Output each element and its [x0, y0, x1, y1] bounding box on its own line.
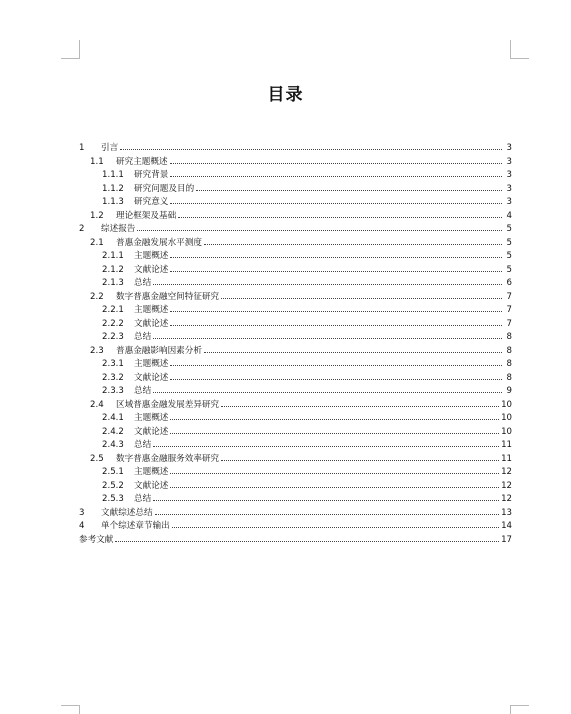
toc-entry-title: 研究主题概述 — [116, 156, 168, 167]
toc-entry-title: 总结 — [134, 278, 152, 288]
toc-entry-page-number: 10 — [501, 413, 512, 423]
toc-entry-number: 2.2.1 — [102, 305, 124, 315]
toc-dot-leader — [170, 162, 502, 164]
toc-title: 目录 — [267, 85, 304, 105]
toc-entry-number: 1.1 — [90, 156, 104, 167]
toc-entry-page-number: 3 — [506, 183, 512, 194]
toc-entry-page-number: 14 — [501, 521, 512, 531]
toc-dot-leader — [178, 216, 502, 218]
toc-entry[interactable] — [79, 304, 512, 318]
toc-entry-number: 2.3.3 — [102, 386, 124, 396]
toc-entry-page-number: 6 — [506, 278, 512, 288]
toc-entry-number: 2.1.2 — [102, 264, 124, 275]
crop-mark-top-left — [61, 40, 80, 59]
toc-entry-page-number: 3 — [506, 156, 512, 167]
toc-entry-page-number: 13 — [501, 507, 512, 518]
toc-entry-number: 2.3 — [90, 345, 104, 356]
toc-dot-leader — [170, 486, 499, 488]
toc-dot-leader — [170, 364, 502, 366]
toc-entry[interactable] — [79, 250, 512, 264]
toc-entry-title: 综述报告 — [101, 224, 136, 234]
crop-mark-top-right — [510, 40, 529, 59]
toc-dot-leader — [170, 256, 502, 258]
toc-entry[interactable] — [79, 142, 512, 156]
toc-entry[interactable] — [79, 291, 512, 305]
toc-entry-title: 主题概述 — [134, 251, 169, 261]
toc-entry-page-number: 10 — [501, 399, 512, 410]
toc-entry-number: 1.1.2 — [102, 183, 124, 194]
toc-entry-number: 1.1.1 — [102, 170, 124, 180]
toc-entry[interactable] — [79, 264, 512, 278]
toc-entry-title: 主题概述 — [134, 305, 169, 315]
toc-dot-leader — [221, 297, 502, 299]
toc-entry[interactable] — [79, 493, 512, 507]
toc-entry-title: 文献论述 — [134, 480, 169, 491]
toc-entry[interactable] — [79, 169, 512, 183]
toc-entry-title: 单个综述章节输出 — [101, 521, 170, 531]
crop-mark-bottom-left — [61, 705, 80, 714]
toc-entry-page-number: 7 — [506, 305, 512, 315]
toc-dot-leader — [204, 243, 502, 245]
toc-entry-page-number: 8 — [506, 372, 512, 383]
toc-dot-leader — [170, 418, 499, 420]
toc-entry-title: 文献论述 — [134, 264, 169, 275]
toc-entry[interactable] — [79, 520, 512, 534]
toc-entry-title: 主题概述 — [134, 467, 169, 477]
toc-entry[interactable] — [79, 183, 512, 197]
toc-entry-number: 2.4.2 — [102, 426, 124, 437]
toc-dot-leader — [153, 445, 499, 447]
toc-entry-number: 2.5.1 — [102, 467, 124, 477]
toc-entry[interactable] — [79, 345, 512, 359]
toc-entry-page-number: 12 — [501, 494, 512, 504]
toc-dot-leader — [120, 148, 502, 150]
toc-entry-page-number: 3 — [506, 197, 512, 207]
toc-entry-page-number: 8 — [506, 359, 512, 369]
toc-dot-leader — [137, 229, 502, 231]
toc-entry[interactable] — [79, 412, 512, 426]
toc-dot-leader — [221, 459, 499, 461]
toc-entry-title: 总结 — [134, 494, 152, 504]
toc-entry-title: 普惠金融发展水平测度 — [116, 237, 202, 248]
toc-entry-number: 2.2 — [90, 291, 104, 302]
toc-entry-title: 参考文献 — [79, 534, 114, 545]
table-of-contents — [79, 142, 512, 547]
toc-entry-page-number: 11 — [501, 440, 512, 450]
toc-entry[interactable] — [79, 196, 512, 210]
toc-entry[interactable] — [79, 318, 512, 332]
toc-entry-title: 文献论述 — [134, 426, 169, 437]
toc-entry-page-number: 4 — [506, 210, 512, 221]
toc-entry-number: 2.5 — [90, 453, 104, 464]
toc-entry[interactable] — [79, 156, 512, 170]
toc-entry-title: 理论框架及基础 — [116, 210, 177, 221]
toc-entry[interactable] — [79, 466, 512, 480]
toc-entry[interactable] — [79, 277, 512, 291]
toc-entry-number: 2.5.3 — [102, 494, 124, 504]
toc-entry-title: 总结 — [134, 440, 152, 450]
toc-entry[interactable] — [79, 534, 512, 548]
toc-entry-page-number: 5 — [506, 224, 512, 234]
toc-dot-leader — [153, 337, 502, 339]
toc-entry-title: 主题概述 — [134, 359, 169, 369]
toc-entry-page-number: 7 — [506, 291, 512, 302]
toc-entry-title: 文献论述 — [134, 372, 169, 383]
toc-entry[interactable] — [79, 223, 512, 237]
toc-entry-number: 2.4.1 — [102, 413, 124, 423]
toc-entry[interactable] — [79, 453, 512, 467]
toc-entry[interactable] — [79, 372, 512, 386]
toc-entry-number: 2.2.3 — [102, 332, 124, 342]
toc-dot-leader — [170, 432, 499, 434]
toc-entry-page-number: 5 — [506, 237, 512, 248]
toc-entry-page-number: 3 — [506, 170, 512, 180]
toc-entry[interactable] — [79, 426, 512, 440]
toc-entry[interactable] — [79, 331, 512, 345]
toc-entry-title: 区域普惠金融发展差异研究 — [116, 399, 220, 410]
toc-entry-title: 研究意义 — [134, 197, 169, 207]
toc-entry-number: 1 — [79, 143, 85, 153]
toc-dot-leader — [170, 202, 502, 204]
toc-entry-title: 数字普惠金融服务效率研究 — [116, 453, 220, 464]
toc-entry-title: 总结 — [134, 332, 152, 342]
toc-entry[interactable] — [79, 480, 512, 494]
toc-entry[interactable] — [79, 507, 512, 521]
toc-entry-number: 2.2.2 — [102, 318, 124, 329]
toc-entry-number: 2.3.1 — [102, 359, 124, 369]
toc-entry-title: 总结 — [134, 386, 152, 396]
toc-entry-page-number: 5 — [506, 264, 512, 275]
toc-entry[interactable] — [79, 385, 512, 399]
toc-entry[interactable] — [79, 399, 512, 413]
toc-dot-leader — [153, 391, 502, 393]
toc-dot-leader — [170, 310, 502, 312]
toc-dot-leader — [170, 378, 502, 380]
toc-entry-page-number: 8 — [506, 332, 512, 342]
toc-dot-leader — [172, 526, 499, 528]
toc-entry-page-number: 7 — [506, 318, 512, 329]
toc-entry-title: 研究背景 — [134, 170, 169, 180]
toc-dot-leader — [115, 540, 499, 542]
toc-dot-leader — [170, 324, 502, 326]
toc-entry-page-number: 12 — [501, 480, 512, 491]
toc-entry-number: 2.1.1 — [102, 251, 124, 261]
toc-dot-leader — [170, 270, 502, 272]
toc-entry-page-number: 10 — [501, 426, 512, 437]
toc-entry-title: 文献综述总结 — [101, 507, 153, 518]
toc-entry-page-number: 3 — [506, 143, 512, 153]
toc-entry-title: 研究问题及目的 — [134, 183, 195, 194]
toc-entry-page-number: 8 — [506, 345, 512, 356]
toc-entry-number: 4 — [79, 521, 85, 531]
toc-dot-leader — [204, 351, 502, 353]
toc-entry[interactable] — [79, 358, 512, 372]
toc-entry-title: 主题概述 — [134, 413, 169, 423]
toc-dot-leader — [155, 513, 499, 515]
toc-entry-title: 普惠金融影响因素分析 — [116, 345, 202, 356]
toc-entry-number: 2.5.2 — [102, 480, 124, 491]
toc-entry-number: 2.1 — [90, 237, 104, 248]
toc-entry-number: 2 — [79, 224, 85, 234]
toc-entry-page-number: 9 — [506, 386, 512, 396]
toc-entry-page-number: 12 — [501, 467, 512, 477]
toc-dot-leader — [221, 405, 499, 407]
toc-entry-title: 文献论述 — [134, 318, 169, 329]
toc-entry-page-number: 17 — [501, 534, 512, 545]
toc-entry-page-number: 5 — [506, 251, 512, 261]
toc-entry[interactable] — [79, 439, 512, 453]
toc-entry-title: 数字普惠金融空间特征研究 — [116, 291, 220, 302]
toc-entry-number: 2.4.3 — [102, 440, 124, 450]
toc-entry-number: 2.3.2 — [102, 372, 124, 383]
toc-entry-number: 1.1.3 — [102, 197, 124, 207]
toc-dot-leader — [153, 499, 499, 501]
toc-entry-number: 3 — [79, 507, 85, 518]
toc-entry[interactable] — [79, 210, 512, 224]
toc-dot-leader — [153, 283, 502, 285]
toc-entry-title: 引言 — [101, 143, 119, 153]
toc-dot-leader — [196, 189, 502, 191]
toc-entry-number: 1.2 — [90, 210, 104, 221]
toc-dot-leader — [170, 175, 502, 177]
toc-dot-leader — [170, 472, 499, 474]
toc-entry[interactable] — [79, 237, 512, 251]
crop-mark-bottom-right — [510, 705, 529, 714]
toc-entry-number: 2.4 — [90, 399, 104, 410]
toc-entry-number: 2.1.3 — [102, 278, 124, 288]
toc-entry-page-number: 11 — [501, 453, 512, 464]
